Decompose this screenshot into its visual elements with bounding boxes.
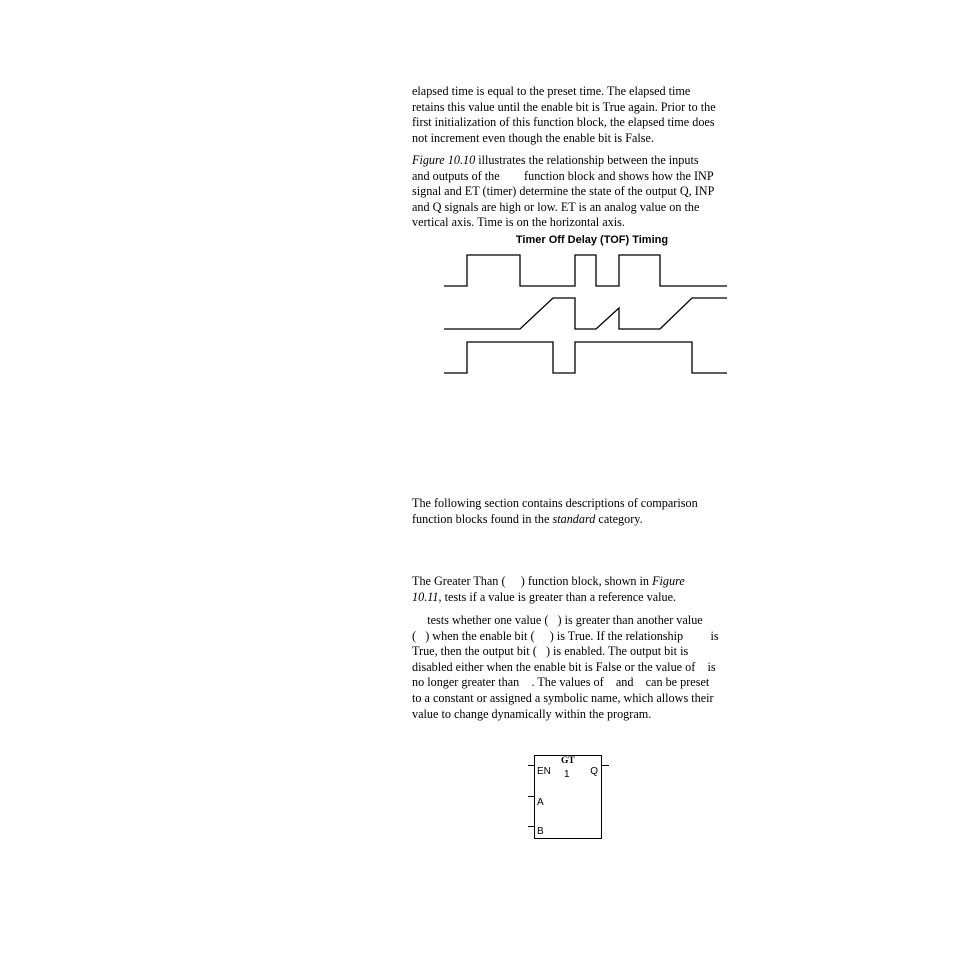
text-line: not increment even though the enable bit is False. xyxy=(412,130,654,145)
text-line: to a constant or assigned a symbolic name, which allows their xyxy=(412,690,714,705)
block-instance: 1 xyxy=(564,769,570,780)
figure-reference: Figure 10.10 xyxy=(412,153,476,167)
output-label-q: Q xyxy=(590,766,598,777)
text-line: elapsed time is equal to the preset time. The elapsed time xyxy=(412,84,691,98)
text-line: True, then the output bit ( ) is enabled. The output bit is xyxy=(412,644,689,659)
category-name: standard xyxy=(552,511,596,526)
text-fragment: The Greater Than ( ) function block, shown in xyxy=(412,574,653,588)
text-fragment: , tests if a value is greater than a reference value. xyxy=(438,589,677,604)
block-name: GT xyxy=(561,756,575,766)
text-line: first initialization of this function block, the elapsed time does xyxy=(412,115,715,130)
inp-signal-trace xyxy=(444,255,727,286)
q-output-lead xyxy=(601,765,609,766)
text-line: The following section contains descriptions of comparison xyxy=(412,496,698,510)
figure-reference: 10.11 xyxy=(412,589,439,604)
text-line: and outputs of the function block and shows how the INP xyxy=(412,168,714,183)
text-line: retains this value until the enable bit is True again. Prior to the xyxy=(412,99,716,114)
text-line: and Q signals are high or low. ET is an analog value on the xyxy=(412,199,700,214)
text-line xyxy=(412,512,737,528)
input-label-b: B xyxy=(537,826,544,837)
text-fragment: category. xyxy=(595,511,643,526)
text-line xyxy=(412,574,737,590)
text-line: no longer greater than . The values of and can be preset xyxy=(412,675,710,690)
text-fragment: function blocks found in the xyxy=(412,511,553,526)
text-line: value to change dynamically within the program. xyxy=(412,706,652,721)
text-line: disabled either when the enable bit is False or the value of is xyxy=(412,659,716,674)
text-line xyxy=(412,590,737,606)
text-line: signal and ET (timer) determine the state of the output Q, INP xyxy=(412,184,715,199)
et-signal-trace xyxy=(444,298,727,329)
figure-reference: Figure xyxy=(652,574,685,588)
text-line: ( ) when the enable bit ( ) is True. If the relationship is xyxy=(412,628,719,643)
text-line: tests whether one value ( ) is greater than another value xyxy=(412,613,703,627)
input-label-en: EN xyxy=(537,766,551,777)
paragraph-greater-than-details xyxy=(412,613,737,722)
input-label-a: A xyxy=(537,797,544,808)
text-line: vertical axis. Time is on the horizontal axis. xyxy=(412,215,625,230)
text-fragment: illustrates the relationship between the inputs xyxy=(475,153,699,167)
paragraph-greater-than-intro xyxy=(412,574,737,605)
figure-title: Timer Off Delay (TOF) Timing xyxy=(515,234,669,246)
gt-function-block xyxy=(534,755,602,839)
q-signal-trace xyxy=(444,342,727,373)
paragraph-section-intro xyxy=(412,496,737,527)
